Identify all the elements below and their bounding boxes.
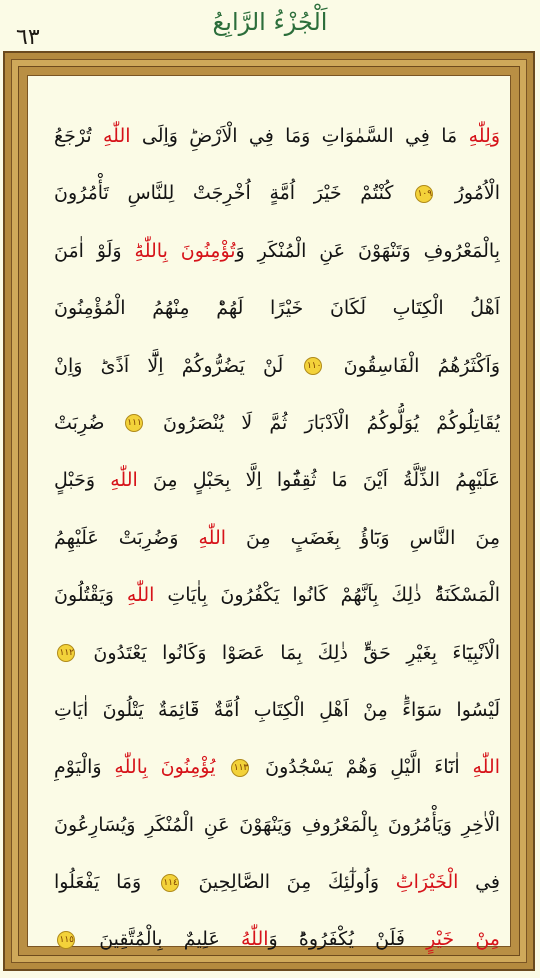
verse-text: ؕ وَلَوْ اٰمَنَ [54, 239, 135, 262]
divine-name-text: وَلِلّٰهِ [468, 125, 500, 147]
ayah-number-marker: ١٠٩ [415, 185, 433, 203]
text-panel [27, 75, 511, 951]
verse-text: وَحَبْلٍ [54, 469, 111, 492]
ayah-number-marker: ١١٠ [304, 357, 322, 375]
verse-text: مَا فِي السَّمٰوَاتِ وَمَا فِي الْاَرْضِؕ وَاِلَى [130, 125, 469, 147]
verse-line [54, 919, 500, 976]
verse-text: وَالْيَوْمِ [54, 756, 115, 779]
verse-text: الْمَسْكَنَةُؕ ذٰلِكَ بِاَنَّهُمْ كَانُوا يَكْفُرُونَ بِاٰيَاتِ [154, 584, 500, 607]
page-number: ٦٣ [16, 25, 40, 50]
border-inner-band [18, 66, 520, 956]
verse-text: وَاُولٰٓئِكَ مِنَ الصَّالِحِينَ [181, 871, 396, 894]
verse-line [54, 690, 500, 747]
verse-text: كُنْتُمْ خَيْرَ اُمَّةٍ اُخْرِجَتْ لِلنَّاسِ تَأْمُرُونَ [54, 182, 413, 205]
divine-name-text: اللّٰهِ [472, 756, 500, 779]
verse-text: وَمَا يَفْعَلُوا [54, 871, 158, 894]
verse-text: عَلِيمٌ بِالْمُتَّقِينَ [78, 928, 241, 951]
divine-name-text: اللّٰهِ [102, 125, 131, 147]
divine-name-text: مِنْ خَيْرٍ [426, 928, 500, 951]
ayah-number-marker: ١١٣ [231, 759, 249, 777]
verse-line [54, 346, 500, 403]
verse-text [215, 756, 228, 778]
ornamental-border [3, 51, 535, 971]
verse-line [54, 862, 500, 919]
verse-text: مِنَ النَّاسِ وَبَٓاؤُ بِغَضَبٍ مِنَ [226, 526, 500, 549]
verse-text: يُقَاتِلُوكُمْ يُوَلُّوكُمُ الْاَدْبَارَ ثُمَّ لَا يُنْصَرُونَ [145, 411, 500, 434]
verse-line [54, 633, 500, 690]
divine-name-text: الْخَيْرَاتِؕ [395, 871, 459, 894]
verse-line [54, 747, 500, 804]
verse-text: وَضُرِبَتْ عَلَيْهِمُ [54, 526, 199, 549]
verse-line [54, 116, 500, 173]
juz-title: اَلْجُزْءُ الرَّابِعُ [212, 8, 328, 36]
verse-text: الْاٰخِرِ وَيَأْمُرُونَ بِالْمَعْرُوفِ وَيَنْهَوْنَ عَنِ الْمُنْكَرِ وَيُسَارِعُونَ [54, 813, 500, 836]
verse-line [54, 288, 500, 345]
verse-text: وَاَكْثَرُهُمُ الْفَاسِقُونَ [325, 354, 500, 377]
divine-name-text: اللّٰهُ [241, 928, 269, 951]
verse-text: بِالْمَعْرُوفِ وَتَنْهَوْنَ عَنِ الْمُنْكَرِ وَ [235, 239, 500, 262]
verse-line [54, 805, 500, 862]
verse-line [54, 231, 500, 288]
divine-name-text: اللّٰهِ [126, 584, 155, 607]
verse-text: لَنْ يَضُرُّوكُمْ اِلَّٓا اَذًىؕ وَاِنْ [54, 354, 302, 377]
verse-line [54, 173, 500, 230]
page-header [0, 0, 540, 48]
verse-text: الْاَنْبِيَٓاءَ بِغَيْرِ حَقٍّؕ ذٰلِكَ بِمَا عَصَوْا وَكَانُوا يَعْتَدُونَ [78, 641, 500, 664]
verse-text: فَلَنْ يُكْفَرُوهُؕ وَ [268, 928, 427, 951]
verse-text: تُرْجَعُ [54, 125, 103, 147]
ayah-number-marker: ١١١ [125, 414, 143, 432]
verse-text: عَلَيْهِمُ الذِّلَّةُ اَيْنَ مَا ثُقِفُٓوا اِلَّا بِحَبْلٍ مِنَ [137, 469, 500, 492]
verse-text: ضُرِبَتْ [54, 411, 122, 434]
verse-line [54, 575, 500, 632]
verse-text: اَهْلُ الْكِتَابِ لَكَانَ خَيْرًا لَهُمْؕ مِنْهُمُ الْمُؤْمِنُونَ [54, 297, 500, 320]
verse-line [54, 518, 500, 575]
border-middle-band [11, 59, 527, 963]
verse-text: فِي [458, 871, 500, 894]
ayah-number-marker: ١١٥ [57, 931, 75, 949]
ayah-number-marker: ١١٤ [161, 874, 179, 892]
divine-name-text: اللّٰهِ [198, 526, 227, 549]
verse-text: لَيْسُوا سَوَٓاءًؕ مِنْ اَهْلِ الْكِتَابِ اُمَّةٌ قَٓائِمَةٌ يَتْلُونَ اٰيَاتِ [54, 698, 500, 721]
divine-name-text: يُؤْمِنُونَ بِاللّٰهِ [114, 756, 216, 779]
divine-name-text: تُؤْمِنُونَ بِاللّٰهِ [134, 239, 236, 262]
ayah-number-marker: ١١٢ [57, 644, 75, 662]
verse-line [54, 460, 500, 517]
verse-text: الْاُمُورُ [436, 182, 500, 205]
divine-name-text: اللّٰهِ [110, 469, 138, 492]
verse-lines [54, 116, 500, 977]
verse-line [54, 403, 500, 460]
verse-text: اٰنَٓاءَ الَّيْلِ وَهُمْ يَسْجُدُونَ [252, 756, 473, 779]
verse-text: وَيَقْتُلُونَ [54, 584, 127, 607]
